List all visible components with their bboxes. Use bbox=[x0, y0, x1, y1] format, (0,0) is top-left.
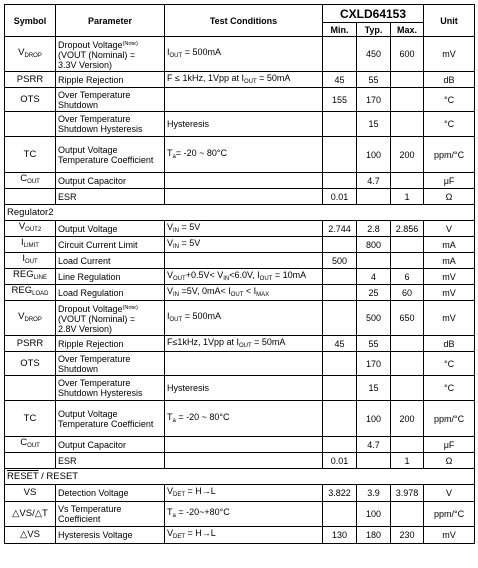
condition-cell bbox=[165, 453, 323, 469]
unit-cell: ppm/°C bbox=[424, 502, 475, 527]
min-cell bbox=[323, 37, 357, 72]
parameter-cell: ESR bbox=[56, 453, 165, 469]
parameter-cell: Output Voltage Temperature Coefficient bbox=[56, 137, 165, 173]
max-cell: 3.978 bbox=[391, 485, 424, 502]
unit-cell: μF bbox=[424, 437, 475, 453]
max-cell: 230 bbox=[391, 527, 424, 544]
condition-cell: Hysteresis bbox=[165, 112, 323, 137]
unit-cell: °C bbox=[424, 376, 475, 401]
condition-cell: $V_{IN} = 5V$ bbox=[165, 237, 323, 253]
symbol-cell: $V_{OUT2}$ bbox=[5, 221, 56, 237]
symbol-cell: $V_{DROP}$ bbox=[5, 301, 56, 336]
max-cell bbox=[391, 173, 424, 189]
max-cell bbox=[391, 437, 424, 453]
symbol-cell: $V_{DROP}$ bbox=[5, 37, 56, 72]
min-cell: 130 bbox=[323, 527, 357, 544]
parameter-cell: Ripple Rejection bbox=[56, 72, 165, 88]
min-cell bbox=[323, 173, 357, 189]
typ-cell: 15 bbox=[357, 376, 391, 401]
table-row bbox=[5, 112, 475, 137]
condition-cell: $T_a= -20$ ~ 80°C bbox=[165, 137, 323, 173]
unit-cell: ppm/°C bbox=[424, 137, 475, 173]
max-cell: 600 bbox=[391, 37, 424, 72]
table-row bbox=[5, 485, 475, 502]
min-cell bbox=[323, 502, 357, 527]
header-max: Max. bbox=[391, 23, 424, 37]
max-cell bbox=[391, 502, 424, 527]
parameter-cell: Over Temperature Shutdown Hysteresis bbox=[56, 112, 165, 137]
unit-cell: mV bbox=[424, 285, 475, 301]
parameter-cell: Output Voltage bbox=[56, 221, 165, 237]
unit-cell: mV bbox=[424, 269, 475, 285]
parameter-cell: Circuit Current Limit bbox=[56, 237, 165, 253]
parameter-cell: Output Capacitor bbox=[56, 437, 165, 453]
parameter-cell: Output Capacitor bbox=[56, 173, 165, 189]
min-cell: 0.01 bbox=[323, 189, 357, 205]
symbol-cell: PSRR bbox=[5, 336, 56, 352]
min-cell: 45 bbox=[323, 72, 357, 88]
spec-table bbox=[4, 4, 475, 544]
typ-cell bbox=[357, 453, 391, 469]
symbol-cell bbox=[5, 453, 56, 469]
symbol-cell: TC bbox=[5, 401, 56, 437]
max-cell: 60 bbox=[391, 285, 424, 301]
table-row bbox=[5, 137, 475, 173]
symbol-cell: OTS bbox=[5, 88, 56, 112]
condition-cell: $V_{IN} = 5V$ bbox=[165, 221, 323, 237]
max-cell bbox=[391, 253, 424, 269]
min-cell bbox=[323, 269, 357, 285]
unit-cell: Ω bbox=[424, 453, 475, 469]
max-cell bbox=[391, 352, 424, 376]
symbol-cell: △VS/△T bbox=[5, 502, 56, 527]
min-cell: 155 bbox=[323, 88, 357, 112]
condition-cell bbox=[165, 88, 323, 112]
max-cell: 6 bbox=[391, 269, 424, 285]
parameter-cell: Dropout Voltage$^{(Note)}$ (VOUT (Nominal) = 2.8V Version) bbox=[56, 301, 165, 336]
section-row bbox=[5, 205, 475, 221]
table-row bbox=[5, 401, 475, 437]
table-row bbox=[5, 301, 475, 336]
header-test-conditions: Test Conditions bbox=[165, 5, 323, 37]
condition-cell: F≤1kHz, 1Vpp at $I_{OUT} = 50mA$ bbox=[165, 336, 323, 352]
unit-cell: °C bbox=[424, 112, 475, 137]
unit-cell: μF bbox=[424, 173, 475, 189]
typ-cell: 2.8 bbox=[357, 221, 391, 237]
unit-cell: °C bbox=[424, 352, 475, 376]
unit-cell: dB bbox=[424, 336, 475, 352]
min-cell bbox=[323, 285, 357, 301]
typ-cell: 100 bbox=[357, 502, 391, 527]
typ-cell: 180 bbox=[357, 527, 391, 544]
parameter-cell: Output Voltage Temperature Coefficient bbox=[56, 401, 165, 437]
symbol-cell: VS bbox=[5, 485, 56, 502]
min-cell: 2.744 bbox=[323, 221, 357, 237]
section-title: Regulator2 bbox=[5, 205, 475, 221]
symbol-cell: PSRR bbox=[5, 72, 56, 88]
table-row bbox=[5, 376, 475, 401]
typ-cell: 4.7 bbox=[357, 437, 391, 453]
table-row bbox=[5, 221, 475, 237]
table-row bbox=[5, 437, 475, 453]
typ-cell: 4 bbox=[357, 269, 391, 285]
condition-cell: $V_{IN} =5V$, $0mA< I_{OUT} < I_{MAX}$ bbox=[165, 285, 323, 301]
condition-cell: $V_{DET} = H\to L$ bbox=[165, 485, 323, 502]
section-title: RESET / RESET bbox=[5, 469, 475, 485]
parameter-cell: Dropout Voltage$^{(Note)}$ (VOUT (Nominal) = 3.3V Version) bbox=[56, 37, 165, 72]
header-parameter: Parameter bbox=[56, 5, 165, 37]
header-symbol: Symbol bbox=[5, 5, 56, 37]
symbol-cell: $C_{OUT}$ bbox=[5, 437, 56, 453]
typ-cell: 500 bbox=[357, 301, 391, 336]
parameter-cell: Over Temperature Shutdown bbox=[56, 352, 165, 376]
table-row bbox=[5, 352, 475, 376]
table-row bbox=[5, 173, 475, 189]
symbol-cell bbox=[5, 376, 56, 401]
symbol-cell: TC bbox=[5, 137, 56, 173]
max-cell bbox=[391, 88, 424, 112]
typ-cell: 800 bbox=[357, 237, 391, 253]
unit-cell: °C bbox=[424, 88, 475, 112]
symbol-cell: OTS bbox=[5, 352, 56, 376]
unit-cell: mV bbox=[424, 301, 475, 336]
max-cell: 2.856 bbox=[391, 221, 424, 237]
condition-cell: F ≤ 1kHz, 1Vpp at $I_{OUT} = 50mA$ bbox=[165, 72, 323, 88]
table-row bbox=[5, 502, 475, 527]
condition-cell: $V_{OUT}+0.5V< V_{IN}<6.0V$, $I_{OUT} = 10mA$ bbox=[165, 269, 323, 285]
symbol-cell bbox=[5, 112, 56, 137]
typ-cell: 100 bbox=[357, 401, 391, 437]
min-cell: 500 bbox=[323, 253, 357, 269]
parameter-cell: ESR bbox=[56, 189, 165, 205]
table-row bbox=[5, 37, 475, 72]
condition-cell bbox=[165, 437, 323, 453]
min-cell bbox=[323, 352, 357, 376]
unit-cell: V bbox=[424, 485, 475, 502]
unit-cell: mA bbox=[424, 253, 475, 269]
unit-cell: mV bbox=[424, 527, 475, 544]
symbol-cell bbox=[5, 189, 56, 205]
typ-cell: 25 bbox=[357, 285, 391, 301]
max-cell: 1 bbox=[391, 189, 424, 205]
min-cell bbox=[323, 376, 357, 401]
table-row bbox=[5, 285, 475, 301]
typ-cell: 170 bbox=[357, 88, 391, 112]
symbol-cell: $REG_{LOAD}$ bbox=[5, 285, 56, 301]
table-row bbox=[5, 269, 475, 285]
symbol-cell: $I_{LIMIT}$ bbox=[5, 237, 56, 253]
min-cell bbox=[323, 237, 357, 253]
parameter-cell: Hysteresis Voltage bbox=[56, 527, 165, 544]
condition-cell: $T_a = -20$ ~ 80°C bbox=[165, 401, 323, 437]
typ-cell: 3.9 bbox=[357, 485, 391, 502]
typ-cell: 55 bbox=[357, 72, 391, 88]
typ-cell: 170 bbox=[357, 352, 391, 376]
min-cell bbox=[323, 112, 357, 137]
condition-cell bbox=[165, 253, 323, 269]
symbol-cell: $I_{OUT}$ bbox=[5, 253, 56, 269]
unit-cell: mA bbox=[424, 237, 475, 253]
header-row bbox=[5, 5, 475, 23]
unit-cell: mV bbox=[424, 37, 475, 72]
min-cell bbox=[323, 301, 357, 336]
table-row bbox=[5, 336, 475, 352]
parameter-cell: Over Temperature Shutdown bbox=[56, 88, 165, 112]
max-cell: 1 bbox=[391, 453, 424, 469]
condition-cell: $I_{OUT} = 500mA$ bbox=[165, 301, 323, 336]
typ-cell: 450 bbox=[357, 37, 391, 72]
condition-cell bbox=[165, 189, 323, 205]
min-cell bbox=[323, 137, 357, 173]
max-cell bbox=[391, 336, 424, 352]
section-row bbox=[5, 469, 475, 485]
min-cell: 3.822 bbox=[323, 485, 357, 502]
header-typ: Typ. bbox=[357, 23, 391, 37]
table-row bbox=[5, 189, 475, 205]
unit-cell: ppm/°C bbox=[424, 401, 475, 437]
symbol-cell: $C_{OUT}$ bbox=[5, 173, 56, 189]
typ-cell: 15 bbox=[357, 112, 391, 137]
typ-cell: 4.7 bbox=[357, 173, 391, 189]
chip-name: CXLD64153 bbox=[323, 5, 424, 23]
min-cell bbox=[323, 401, 357, 437]
condition-cell: $V_{DET} = H\to L$ bbox=[165, 527, 323, 544]
table-row bbox=[5, 527, 475, 544]
parameter-cell: Ripple Rejection bbox=[56, 336, 165, 352]
header-unit: Unit bbox=[424, 5, 475, 37]
symbol-cell: △VS bbox=[5, 527, 56, 544]
table-row bbox=[5, 453, 475, 469]
condition-cell: $I_{OUT} = 500mA$ bbox=[165, 37, 323, 72]
parameter-cell: Load Regulation bbox=[56, 285, 165, 301]
min-cell bbox=[323, 437, 357, 453]
max-cell: 200 bbox=[391, 401, 424, 437]
parameter-cell: Over Temperature Shutdown Hysteresis bbox=[56, 376, 165, 401]
condition-cell bbox=[165, 173, 323, 189]
typ-cell: 100 bbox=[357, 137, 391, 173]
min-cell: 0.01 bbox=[323, 453, 357, 469]
unit-cell: Ω bbox=[424, 189, 475, 205]
max-cell bbox=[391, 237, 424, 253]
max-cell bbox=[391, 72, 424, 88]
unit-cell: V bbox=[424, 221, 475, 237]
condition-cell: $T_a$ = -20~+80°C bbox=[165, 502, 323, 527]
max-cell bbox=[391, 112, 424, 137]
parameter-cell: Load Current bbox=[56, 253, 165, 269]
unit-cell: dB bbox=[424, 72, 475, 88]
typ-cell bbox=[357, 189, 391, 205]
condition-cell bbox=[165, 352, 323, 376]
parameter-cell: Line Regulation bbox=[56, 269, 165, 285]
symbol-cell: $REG_{LINE}$ bbox=[5, 269, 56, 285]
max-cell: 650 bbox=[391, 301, 424, 336]
max-cell: 200 bbox=[391, 137, 424, 173]
parameter-cell: Vs Temperature Coefficient bbox=[56, 502, 165, 527]
condition-cell: Hysteresis bbox=[165, 376, 323, 401]
typ-cell bbox=[357, 253, 391, 269]
max-cell bbox=[391, 376, 424, 401]
table-row bbox=[5, 253, 475, 269]
parameter-cell: Detection Voltage bbox=[56, 485, 165, 502]
header-min: Min. bbox=[323, 23, 357, 37]
table-row bbox=[5, 72, 475, 88]
table-row bbox=[5, 237, 475, 253]
min-cell: 45 bbox=[323, 336, 357, 352]
table-row bbox=[5, 88, 475, 112]
typ-cell: 55 bbox=[357, 336, 391, 352]
